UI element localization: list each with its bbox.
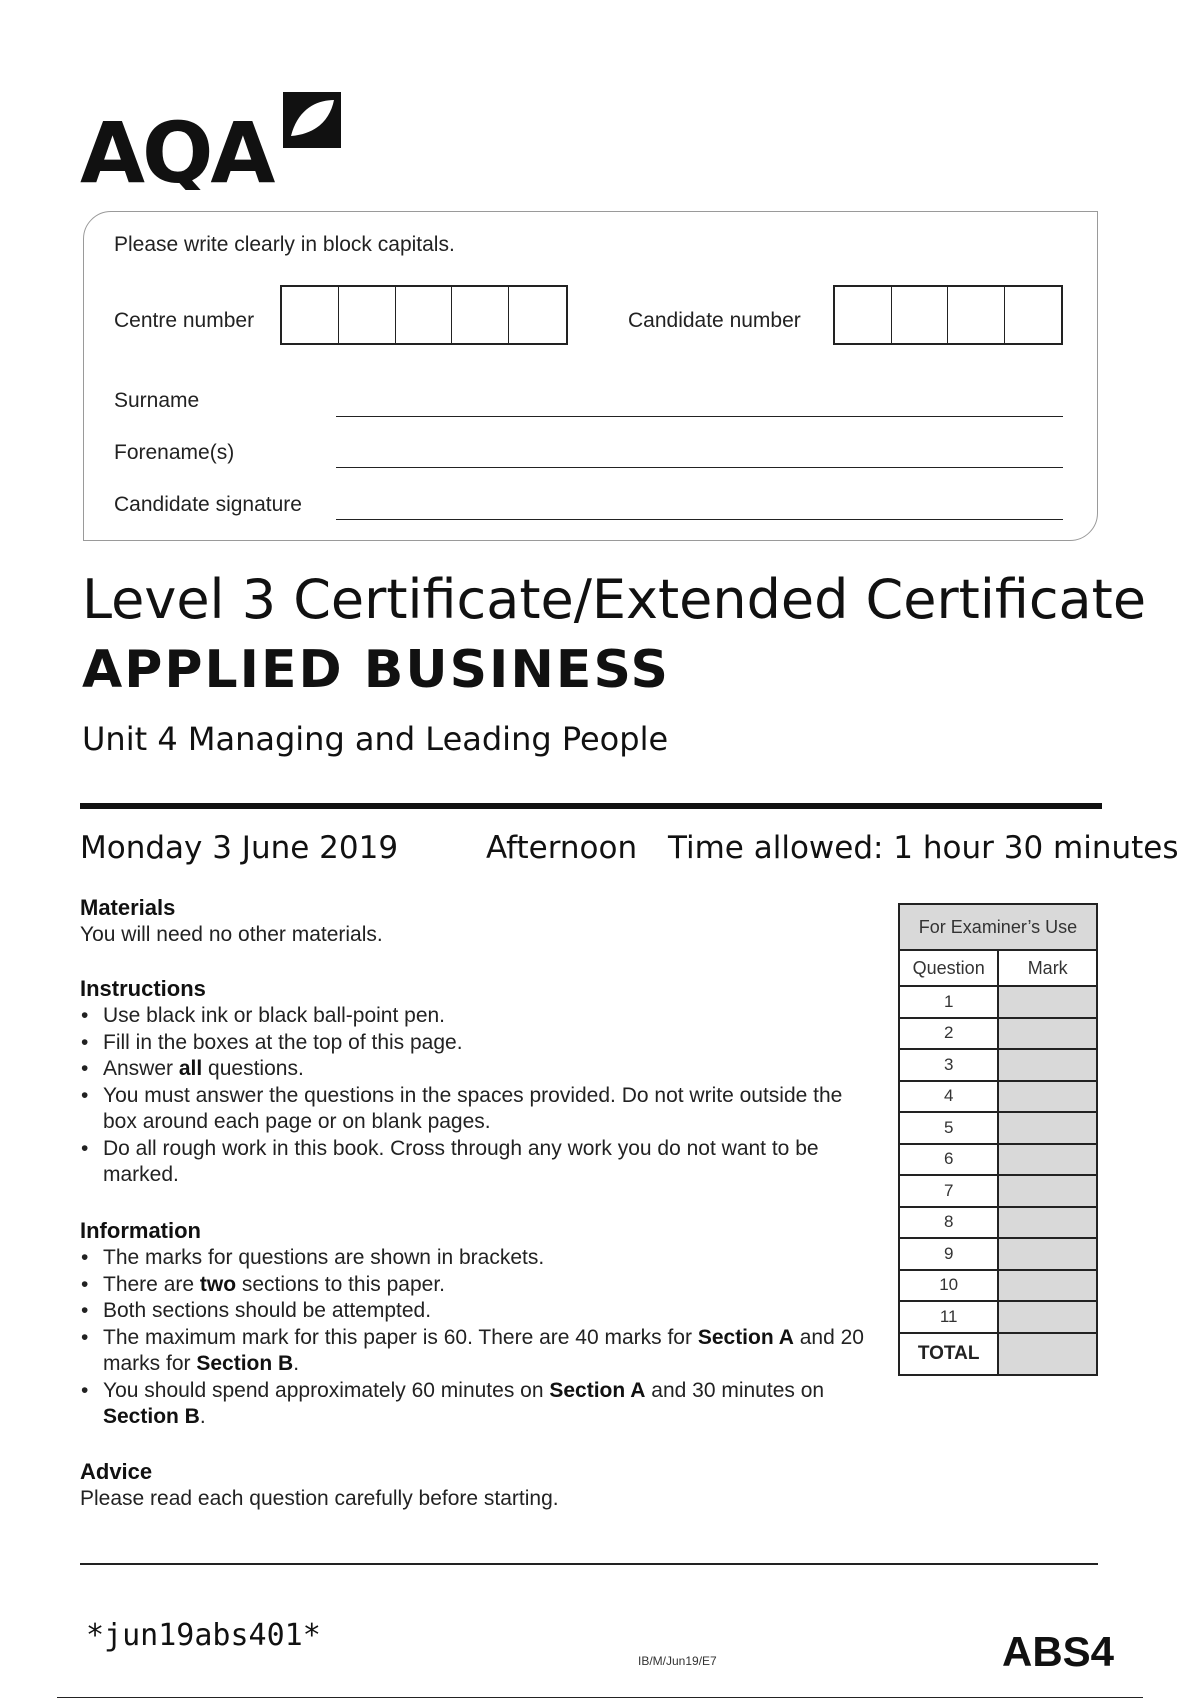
surname-label: Surname bbox=[114, 389, 200, 412]
block-capitals-instruction: Please write clearly in block capitals. bbox=[114, 233, 455, 256]
question-number: 11 bbox=[899, 1301, 998, 1333]
question-number: 10 bbox=[899, 1270, 998, 1302]
information-item: • Both sections should be attempted. bbox=[80, 1298, 880, 1325]
mark-cell bbox=[998, 1238, 1097, 1270]
signature-label: Candidate signature bbox=[114, 493, 302, 516]
exam-date: Monday 3 June 2019 bbox=[80, 830, 399, 866]
svg-text:AQA: AQA bbox=[80, 104, 273, 190]
title-divider bbox=[80, 803, 1102, 809]
instruction-item: • Fill in the boxes at the top of this page. bbox=[80, 1030, 880, 1057]
question-number: 3 bbox=[899, 1049, 998, 1081]
candidate-digit-box[interactable] bbox=[948, 287, 1005, 343]
mark-cell bbox=[998, 1207, 1097, 1239]
candidate-number-label: Candidate number bbox=[628, 309, 801, 332]
question-number: 7 bbox=[899, 1175, 998, 1207]
centre-digit-box[interactable] bbox=[396, 287, 453, 343]
centre-digit-box[interactable] bbox=[509, 287, 566, 343]
examiner-table-title: For Examiner’s Use bbox=[899, 904, 1097, 950]
mark-cell bbox=[998, 1081, 1097, 1113]
paper-code: ABS4 bbox=[1002, 1628, 1115, 1675]
candidate-digit-box[interactable] bbox=[1005, 287, 1062, 343]
information-item: • You should spend approximately 60 minutes on Section A and 30 minutes on Section B. bbox=[80, 1378, 880, 1431]
information-section bbox=[80, 1217, 880, 1431]
mark-cell bbox=[998, 1301, 1097, 1333]
candidate-number-boxes[interactable] bbox=[833, 285, 1063, 345]
forename-line[interactable] bbox=[336, 467, 1063, 468]
instruction-item: • Use black ink or black ball-point pen. bbox=[80, 1003, 880, 1030]
candidate-digit-box[interactable] bbox=[892, 287, 949, 343]
centre-number-label: Centre number bbox=[114, 309, 255, 332]
total-mark-cell bbox=[998, 1333, 1097, 1375]
page-bottom-rule bbox=[57, 1697, 1143, 1698]
instruction-item: • Answer all questions. bbox=[80, 1056, 880, 1083]
mark-cell bbox=[998, 1270, 1097, 1302]
instruction-item: • You must answer the questions in the spaces provided. Do not write outside the box around each page or on blank pages. bbox=[80, 1083, 880, 1136]
question-column-header: Question bbox=[899, 950, 998, 986]
mark-column-header: Mark bbox=[998, 950, 1097, 986]
qualification-title: Level 3 Certificate/Extended Certificate bbox=[82, 568, 1147, 631]
question-number: 1 bbox=[899, 986, 998, 1018]
information-item: • There are two sections to this paper. bbox=[80, 1272, 880, 1299]
footer-divider bbox=[80, 1563, 1098, 1565]
aqa-logo-graphic bbox=[80, 90, 350, 190]
total-label: TOTAL bbox=[899, 1333, 998, 1375]
instructions-heading: Instructions bbox=[80, 976, 206, 1001]
surname-line[interactable] bbox=[336, 416, 1063, 417]
mark-cell bbox=[998, 1112, 1097, 1144]
mark-cell bbox=[998, 1018, 1097, 1050]
advice-section bbox=[80, 1458, 880, 1513]
mark-cell bbox=[998, 1175, 1097, 1207]
centre-digit-box[interactable] bbox=[452, 287, 509, 343]
subject-title: APPLIED BUSINESS bbox=[82, 640, 671, 700]
candidate-details-box bbox=[83, 211, 1098, 541]
question-number: 4 bbox=[899, 1081, 998, 1113]
unit-title: Unit 4 Managing and Leading People bbox=[82, 720, 669, 758]
question-number: 9 bbox=[899, 1238, 998, 1270]
materials-text: You will need no other materials. bbox=[80, 923, 383, 946]
instructions-list bbox=[80, 1003, 880, 1189]
signature-line[interactable] bbox=[336, 519, 1063, 520]
information-item: • The marks for questions are shown in brackets. bbox=[80, 1245, 880, 1272]
aqa-logo bbox=[80, 90, 350, 190]
question-number: 8 bbox=[899, 1207, 998, 1239]
exam-session: Afternoon bbox=[486, 830, 638, 866]
mark-cell bbox=[998, 986, 1097, 1018]
instruction-item: • Do all rough work in this book. Cross through any work you do not want to be marked. bbox=[80, 1136, 880, 1189]
mark-cell bbox=[998, 1049, 1097, 1081]
mark-cell bbox=[998, 1144, 1097, 1176]
information-item: • The maximum mark for this paper is 60. There are 40 marks for Section A and 20 marks for Section B. bbox=[80, 1325, 880, 1378]
information-heading: Information bbox=[80, 1218, 201, 1243]
information-list bbox=[80, 1245, 880, 1431]
forename-label: Forename(s) bbox=[114, 441, 235, 464]
question-number: 6 bbox=[899, 1144, 998, 1176]
materials-section bbox=[80, 894, 880, 949]
advice-text: Please read each question carefully before starting. bbox=[80, 1487, 559, 1510]
examiner-use-table bbox=[898, 903, 1098, 1376]
question-number: 2 bbox=[899, 1018, 998, 1050]
time-allowed: Time allowed: 1 hour 30 minutes bbox=[668, 830, 1179, 866]
centre-digit-box[interactable] bbox=[282, 287, 339, 343]
barcode-text: *jun19abs401* bbox=[86, 1618, 321, 1653]
centre-digit-box[interactable] bbox=[339, 287, 396, 343]
candidate-digit-box[interactable] bbox=[835, 287, 892, 343]
centre-number-boxes[interactable] bbox=[280, 285, 568, 345]
materials-heading: Materials bbox=[80, 895, 176, 920]
instructions-section bbox=[80, 975, 880, 1189]
question-number: 5 bbox=[899, 1112, 998, 1144]
document-reference: IB/M/Jun19/E7 bbox=[638, 1654, 717, 1668]
advice-heading: Advice bbox=[80, 1459, 153, 1484]
